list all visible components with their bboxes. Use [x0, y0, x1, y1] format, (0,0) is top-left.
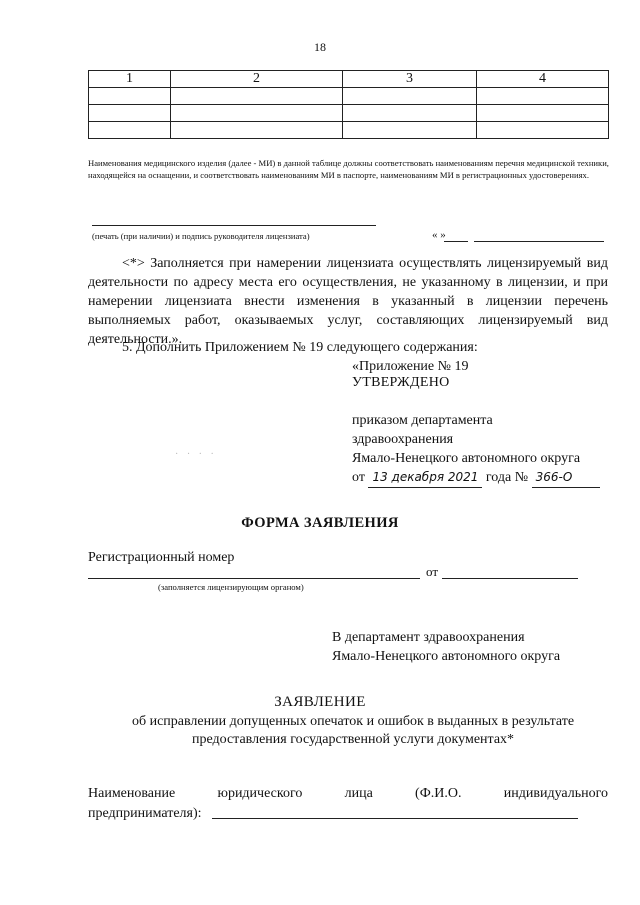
signature-caption: (печать (при наличии) и подпись руководителя лицензиата) — [92, 231, 310, 241]
table-row — [89, 105, 609, 122]
table-cell — [343, 88, 477, 105]
name-word: юридического — [217, 786, 303, 801]
statement-title: ЗАЯВЛЕНИЕ — [274, 694, 366, 710]
name-word: Наименование — [88, 786, 176, 801]
signature-date-quotes: « » — [432, 229, 446, 241]
table-cell — [89, 122, 171, 139]
date-day-line — [444, 241, 468, 242]
name-word: лица — [344, 786, 373, 801]
handwritten-date: 13 декабря 2021 — [368, 468, 482, 488]
order-block — [352, 411, 600, 488]
order-line: приказом департамента — [352, 413, 493, 428]
statement-subtitle: об исправлении допущенных опечаток и ошибок в выданных в результате предоставления государственной услуги документах* — [131, 714, 575, 747]
name-field-label — [88, 786, 608, 802]
registration-number-line — [88, 578, 420, 579]
table-header-cell: 2 — [171, 71, 343, 88]
registration-label: Регистрационный номер — [88, 550, 235, 565]
order-line: Ямало-Ненецкого автономного округа — [352, 451, 581, 466]
table-cell — [477, 122, 609, 139]
date-month-line — [474, 241, 604, 242]
table-cell — [477, 88, 609, 105]
table-row — [89, 122, 609, 139]
equipment-table — [88, 70, 609, 139]
table-cell — [343, 105, 477, 122]
appendix-label: «Приложение № 19 — [352, 359, 469, 374]
table-cell — [171, 105, 343, 122]
table-cell — [89, 88, 171, 105]
name-word: индивидуального — [503, 786, 608, 801]
registration-date-prefix: от — [426, 564, 439, 579]
page-number: 18 — [314, 40, 326, 54]
table-header-cell: 3 — [343, 71, 477, 88]
form-title: ФОРМА ЗАЯВЛЕНИЯ — [241, 515, 399, 531]
name-field-label-line2: предпринимателя): — [88, 806, 202, 821]
item-5: 5. Дополнить Приложением № 19 следующего содержания: — [122, 340, 478, 355]
registration-caption: (заполняется лицензирующим органом) — [158, 582, 304, 592]
approved-heading: УТВЕРЖДЕНО — [352, 375, 450, 390]
table-cell — [171, 122, 343, 139]
order-line: здравоохранения — [352, 432, 454, 447]
recipient-line: Ямало-Ненецкого автономного округа — [332, 649, 561, 664]
table-cell — [477, 105, 609, 122]
name-word: (Ф.И.О. — [415, 786, 462, 801]
table-cell — [171, 88, 343, 105]
table-header-row — [89, 71, 609, 88]
table-header-cell: 4 — [477, 71, 609, 88]
registration-date-line — [442, 578, 578, 579]
date-prefix: от — [352, 470, 365, 485]
name-input-line[interactable] — [212, 818, 578, 819]
table-cell — [89, 105, 171, 122]
table-header-cell: 1 — [89, 71, 171, 88]
handwritten-number: 366-О — [532, 468, 600, 488]
footnote-paragraph: <*> Заполняется при намерении лицензиата осуществлять лицензируемый вид деятельности по адресу места его осуществления, не указанному в лицензии, и при намерении лицензиата внести изменения в указанный в лицензии перечень выполняемых работ, оказываемых услуг, составляющих лицензируемый вид деятельности.». — [88, 256, 608, 347]
recipient-line: В департамент здравоохранения — [332, 630, 525, 645]
order-date-line — [352, 468, 600, 488]
recipient-block — [332, 628, 560, 666]
signature-line — [92, 225, 376, 226]
table-note: Наименования медицинского изделия (далее - МИ) в данной таблице должны соответствовать наименованиям перечня медицинской техники, находящейся на оснащении, и соответствовать наименованиям МИ в паспорте, наименованиям МИ в регистрационных удостоверениях. — [88, 158, 609, 180]
table-row — [89, 88, 609, 105]
table-cell — [343, 122, 477, 139]
date-mid: года № — [485, 470, 529, 485]
faint-stamp-mark: · · · · — [175, 449, 217, 460]
